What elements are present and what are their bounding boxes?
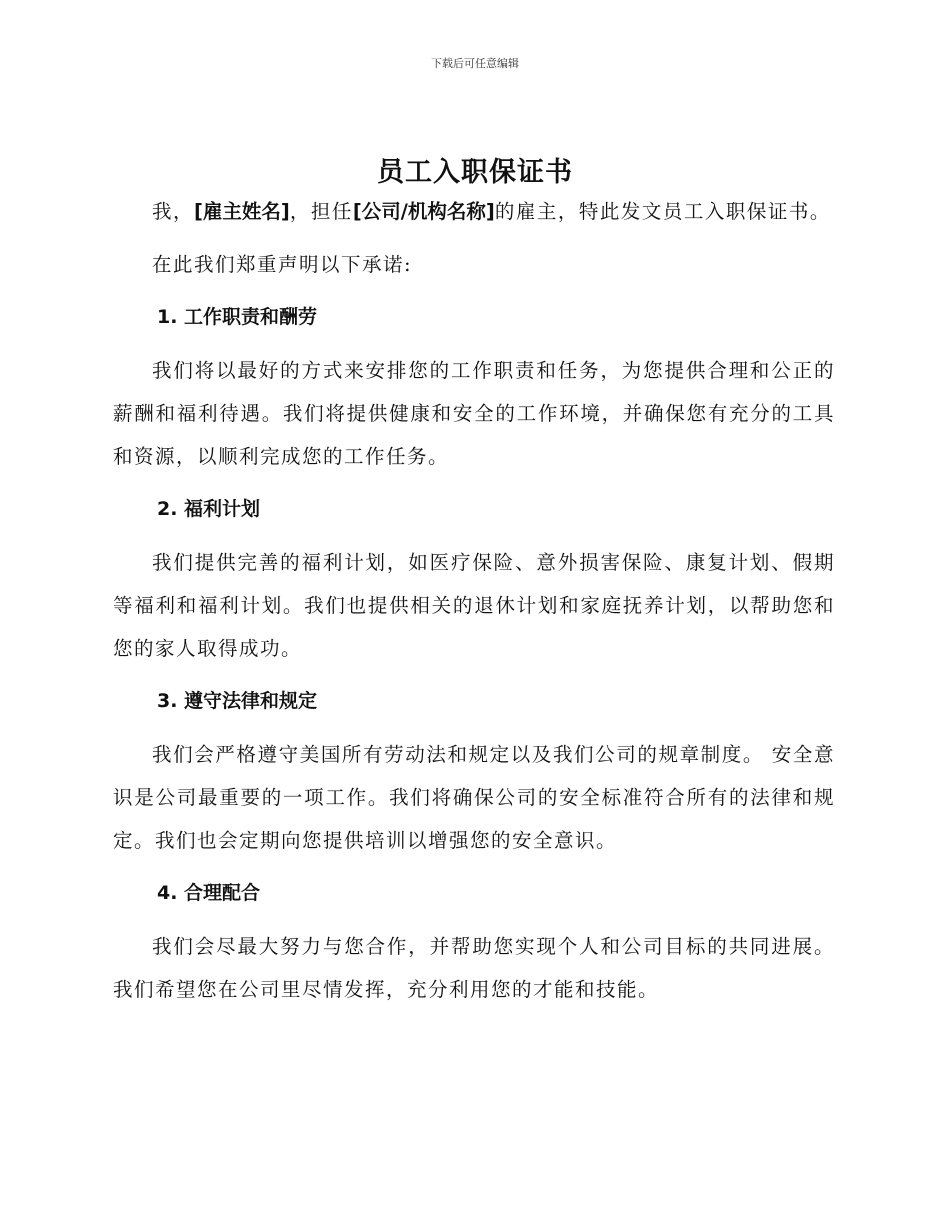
section-text-duties: 我们将以最好的方式来安排您的工作职责和任务，为您提供合理和公正的薪酬和福利待遇。我们将提供健康和安全的工作环境，并确保您有充分的工具和资源，以顺利完成您的工作任务。 [113,359,835,468]
section-heading-duties: 1. 工作职责和酬劳 [157,306,318,328]
section-heading-compliance: 3. 遵守法律和规定 [157,690,318,712]
intro-text-3: 的雇主，特此发文员工入职保证书。 [494,200,831,223]
section-text-benefits: 我们提供完善的福利计划，如医疗保险、意外损害保险、康复计划、假期等福利和福利计划。我们也提供相关的退休计划和家庭抚养计划，以帮助您和您的家人取得成功。 [113,551,835,660]
document-body [113,190,835,1021]
section-heading-benefits: 2. 福利计划 [157,498,261,520]
section-text-cooperation: 我们会尽最大努力与您合作，并帮助您实现个人和公司目标的共同进展。我们希望您在公司里尽情发挥，充分利用您的才能和技能。 [113,935,835,1001]
section-text-compliance: 我们会严格遵守美国所有劳动法和规定以及我们公司的规章制度。 安全意识是公司最重要的一项工作。我们将确保公司的安全标准符合所有的法律和规定。我们也会定期向您提供培训以增强您的安全意识。 [113,743,835,852]
company-name-placeholder: [公司/机构名称] [352,200,495,223]
header-note: 下载后可任意编辑 [431,57,519,70]
section-heading-cooperation: 4. 合理配合 [157,882,261,904]
intro-text-2: ，担任 [289,200,353,223]
document-title: 员工入职保证书 [377,157,573,188]
employer-name-placeholder: [雇主姓名] [194,200,290,223]
intro-paragraph [113,190,835,233]
declaration-paragraph: 在此我们郑重声明以下承诺: [152,253,413,276]
intro-text-1: 我， [152,200,195,223]
